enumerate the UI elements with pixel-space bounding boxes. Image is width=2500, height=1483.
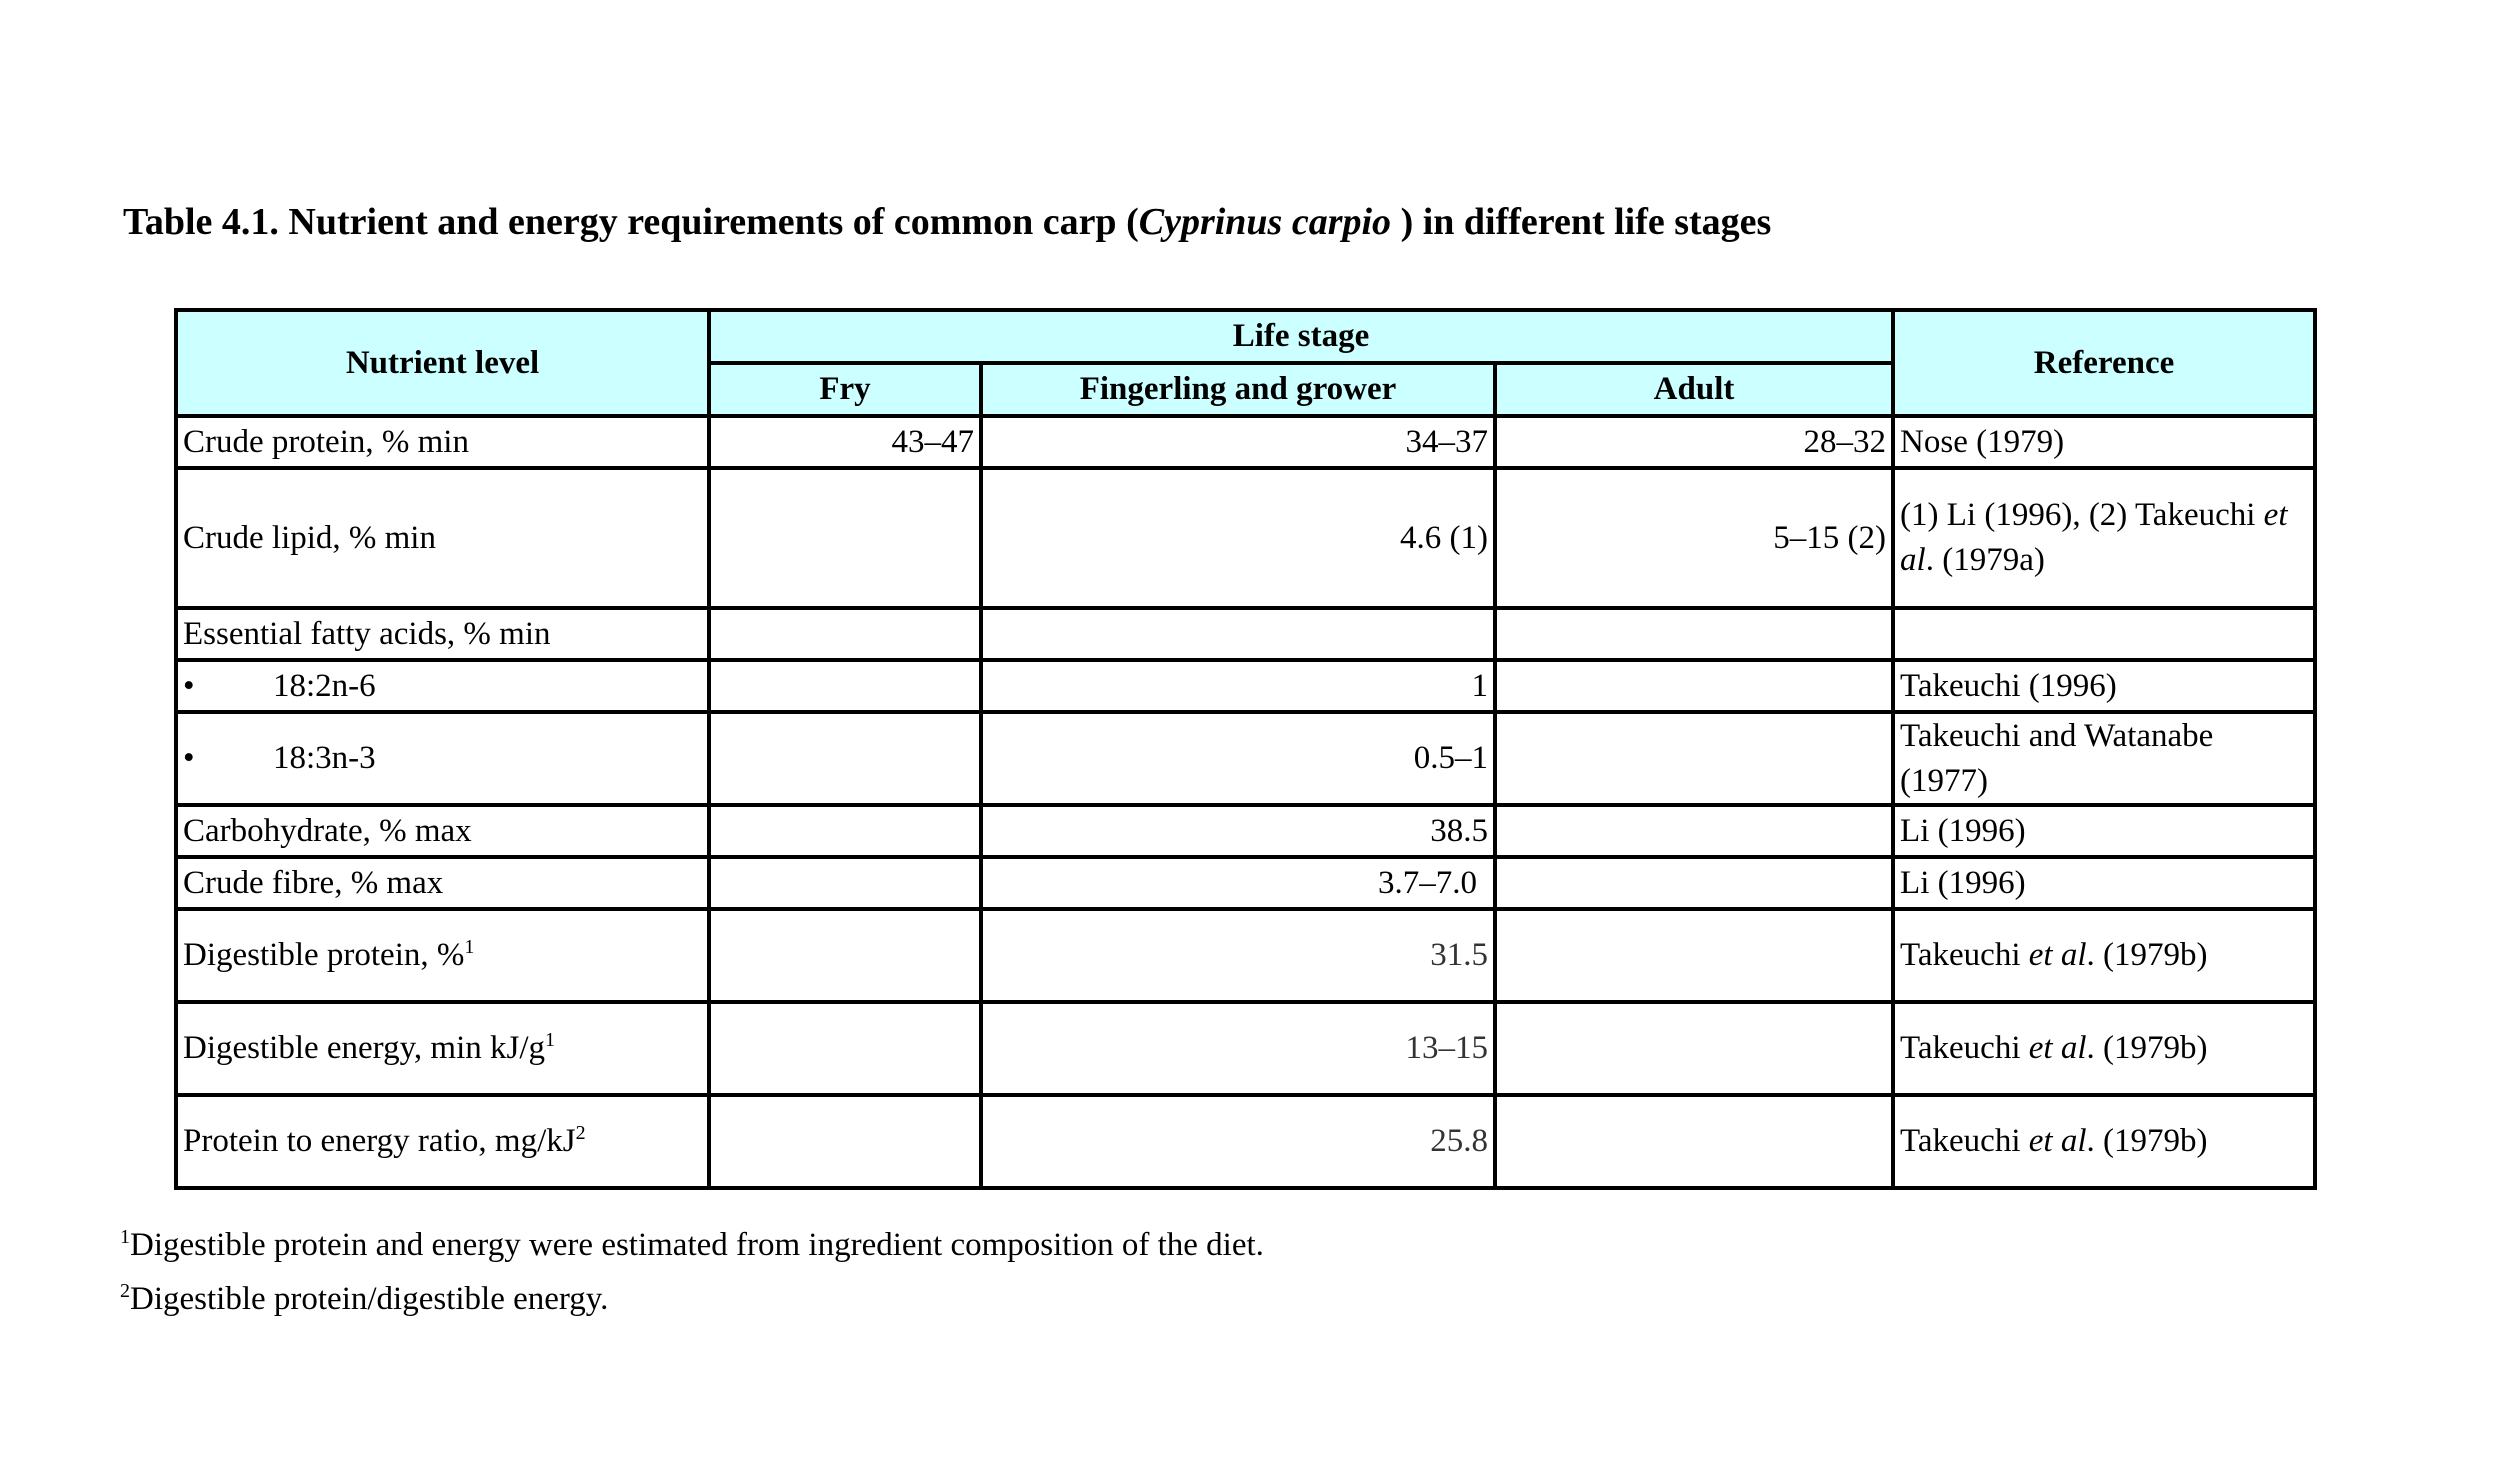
header-fry: Fry	[709, 363, 981, 416]
table-row	[176, 909, 2315, 1002]
nutrient-label: • 18:3n-3	[176, 712, 709, 805]
reference-cell: (1) Li (1996), (2) Takeuchi et al. (1979a)	[1893, 468, 2315, 608]
reference-cell: Nose (1979)	[1893, 416, 2315, 468]
nutrient-label: Digestible protein, %$^1$	[176, 909, 709, 1002]
fry-value	[709, 712, 981, 805]
fingerling-value: 0.5–1	[981, 712, 1495, 805]
footnote-marker: 1	[120, 1226, 130, 1248]
fry-value	[709, 468, 981, 608]
nutrient-label: Protein to energy ratio, $mg/kJ^2$	[176, 1095, 709, 1188]
nutrient-label: Carbohydrate, % max	[176, 805, 709, 857]
table-row	[176, 660, 2315, 712]
table-caption: Table 4.1. Nutrient and energy requirements of common carp (Cyprinus carpio ) in different life stages	[123, 201, 1772, 243]
reference-cell: Takeuchi et al. (1979b)	[1893, 1002, 2315, 1095]
adult-value	[1495, 805, 1893, 857]
adult-value	[1495, 608, 1893, 660]
fingerling-value: 25.8	[981, 1095, 1495, 1188]
header-reference: Reference	[1893, 310, 2315, 416]
footnote-marker: 2	[575, 1122, 586, 1145]
header-nutrient-level: Nutrient level	[176, 310, 709, 416]
adult-value	[1495, 712, 1893, 805]
nutrient-label: Crude lipid, % min	[176, 468, 709, 608]
nutrient-label: Crude fibre, % max	[176, 857, 709, 909]
bullet-icon: •	[183, 667, 195, 704]
table-row	[176, 712, 2315, 805]
fingerling-value: 1	[981, 660, 1495, 712]
species-name: Cyprinus carpio	[1138, 201, 1392, 243]
adult-value	[1495, 1002, 1893, 1095]
table-row	[176, 1002, 2315, 1095]
adult-value	[1495, 909, 1893, 1002]
footnote-marker: 1	[464, 936, 475, 959]
fry-value	[709, 608, 981, 660]
header-life-stage: Life stage	[709, 310, 1893, 363]
table-row	[176, 805, 2315, 857]
requirements-table	[174, 308, 2317, 1190]
footnote-marker: 2	[120, 1280, 130, 1302]
fry-value	[709, 805, 981, 857]
adult-value: 5–15 (2)	[1495, 468, 1893, 608]
adult-value	[1495, 857, 1893, 909]
header-adult: Adult	[1495, 363, 1893, 416]
nutrient-label: Essential fatty acids, % min	[176, 608, 709, 660]
fingerling-value: 4.6 (1)	[981, 468, 1495, 608]
nutrient-label: • 18:2n-6	[176, 660, 709, 712]
table-row	[176, 1095, 2315, 1188]
fry-value	[709, 660, 981, 712]
reference-cell: Li (1996)	[1893, 857, 2315, 909]
adult-value	[1495, 1095, 1893, 1188]
footnote-2: $^2$Digestible protein/digestible energy.	[120, 1280, 609, 1317]
fry-value	[709, 857, 981, 909]
fry-value: 43–47	[709, 416, 981, 468]
nutrient-label: Crude protein, % min	[176, 416, 709, 468]
fingerling-value: 3.7–7.0	[981, 857, 1495, 909]
table-row	[176, 468, 2315, 608]
adult-value	[1495, 660, 1893, 712]
reference-cell: Takeuchi and Watanabe (1977)	[1893, 712, 2315, 805]
reference-cell: Takeuchi (1996)	[1893, 660, 2315, 712]
fingerling-value	[981, 608, 1495, 660]
fingerling-value: 34–37	[981, 416, 1495, 468]
fry-value	[709, 1002, 981, 1095]
reference-cell: Takeuchi et al. (1979b)	[1893, 1095, 2315, 1188]
reference-cell	[1893, 608, 2315, 660]
table-row	[176, 416, 2315, 468]
nutrient-label: Digestible energy, $\min kJ/g^1$	[176, 1002, 709, 1095]
fry-value	[709, 1095, 981, 1188]
header-fingerling: Fingerling and grower	[981, 363, 1495, 416]
table-row	[176, 608, 2315, 660]
footnote-1: $^1$Digestible protein and energy were estimated from ingredient composition of the diet.	[120, 1226, 1264, 1263]
fingerling-value: 13–15	[981, 1002, 1495, 1095]
reference-cell: Takeuchi et al. (1979b)	[1893, 909, 2315, 1002]
fingerling-value: 31.5	[981, 909, 1495, 1002]
fry-value	[709, 909, 981, 1002]
reference-cell: Li (1996)	[1893, 805, 2315, 857]
footnote-marker: 1	[545, 1029, 556, 1052]
adult-value: 28–32	[1495, 416, 1893, 468]
table-row	[176, 857, 2315, 909]
bullet-icon: •	[183, 740, 195, 777]
fingerling-value: 38.5	[981, 805, 1495, 857]
